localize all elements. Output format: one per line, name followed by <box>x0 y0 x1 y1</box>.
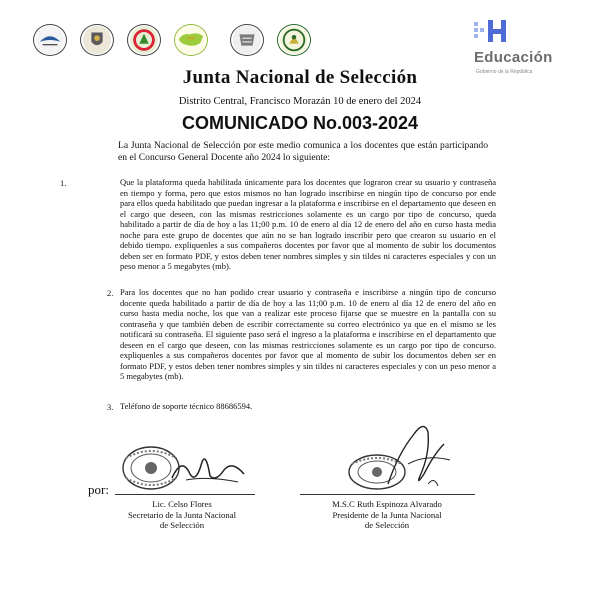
h-dots-icon <box>474 18 508 46</box>
honduras-map-icon <box>174 24 208 56</box>
indigenous-emblem-icon <box>127 24 161 56</box>
left-signatory-role: Secretario de la Junta Nacional <box>127 509 237 520</box>
right-signatory-role-2: de Selección <box>364 520 410 530</box>
right-signatory-name: M.S.C Ruth Espinoza Alvarado <box>332 499 442 509</box>
item-number: 2. <box>107 288 114 298</box>
right-signatory <box>282 499 492 531</box>
list-item: Para los docentes que no han podido crear usuario y contraseña e inscribirse a ningún tipo de concurso docente queda habilitado a partir de día de hoy a las 11;00 p.m. 10 de enero al día 12 de enero del año en curso hasta media noche, los que van a realizar este proceso fijarse que se muestre en la pantalla con su contraseña y que también deben de escribir correctamente su correo electrónico ya que en el mismo se les notificará su contraseña. El siguiente paso será el ingreso a la plataforma e inscribirse en el departamento que deseen en el cargo que deseen, con las mismas restricciones solamente es un cargo por tipo de concurso. expliquenles a sus compañeros docentes por favor que al momento de subir los documentos deben ser en formato PDF, y estos deben tener nombres simples y sin tildes ni caracteres especiales y con un peso menor a 5 megabytes (mb). <box>120 287 496 381</box>
left-signatory <box>72 499 292 531</box>
union-shield-icon <box>80 24 114 56</box>
right-signatory-role: Presidente de la Junta Nacional <box>332 509 442 520</box>
seal-emblem-icon <box>33 24 67 56</box>
left-signatory-name: Lic. Celso Flores <box>152 499 212 509</box>
item-number: 3. <box>107 402 114 412</box>
left-signature <box>168 448 248 488</box>
por-label: por: <box>88 482 109 497</box>
list-item: Teléfono de soporte técnico 88686594. <box>120 401 253 411</box>
brand-subtitle: Gobierno de la República <box>476 69 533 75</box>
education-brand-logo <box>474 14 584 74</box>
brand-name: Educación <box>474 49 553 66</box>
right-signature-line <box>300 494 475 495</box>
intro-paragraph: La Junta Nacional de Selección por este medio comunica a los docentes que están participando en el Concurso General Docente año 2024 lo siguiente: <box>118 140 488 164</box>
right-signature <box>378 414 458 494</box>
list-item: Que la plataforma queda habilitada únicamente para los docentes que lograron crear su usuario y contraseña en tiempo y forma, pero que estos mismos no han logrado inscribirse en ningún tipo de concurso por ende para ellos queda habilitado que puedan ingresar a la plataforma e inscribirse en el departamento que deseen en el cargo que deseen, con las mismas restricciones solamente es un cargo por tipo de concurso, queda habilitado a partir de día de hoy a las 11;00 p.m. 10 de enero al día 12 de enero del año en curso hasta media noche para este grupo de docentes que aún no se han logrado inscribir pero que crearon su usuario en el debido tiempo. expliquenles a sus compañeros docentes por favor que al momento de subir los documentos deben ser en formato PDF, y estos deben tener nombres simples y sin tildes ni caracteres especiales y con un peso menor a 5 megabytes (mb). <box>120 177 496 271</box>
federation-emblem-icon <box>230 24 264 56</box>
left-signature-line <box>115 494 255 495</box>
communique-number: COMUNICADO No.003-2024 <box>181 113 419 133</box>
item-number: 1. <box>60 178 67 188</box>
association-emblem-icon <box>277 24 311 56</box>
left-signatory-role-2: de Selección <box>159 520 205 530</box>
dateline: Distrito Central, Francisco Morazán 10 de enero del 2024 <box>178 96 422 107</box>
document-title: Junta Nacional de Selección <box>182 67 418 88</box>
